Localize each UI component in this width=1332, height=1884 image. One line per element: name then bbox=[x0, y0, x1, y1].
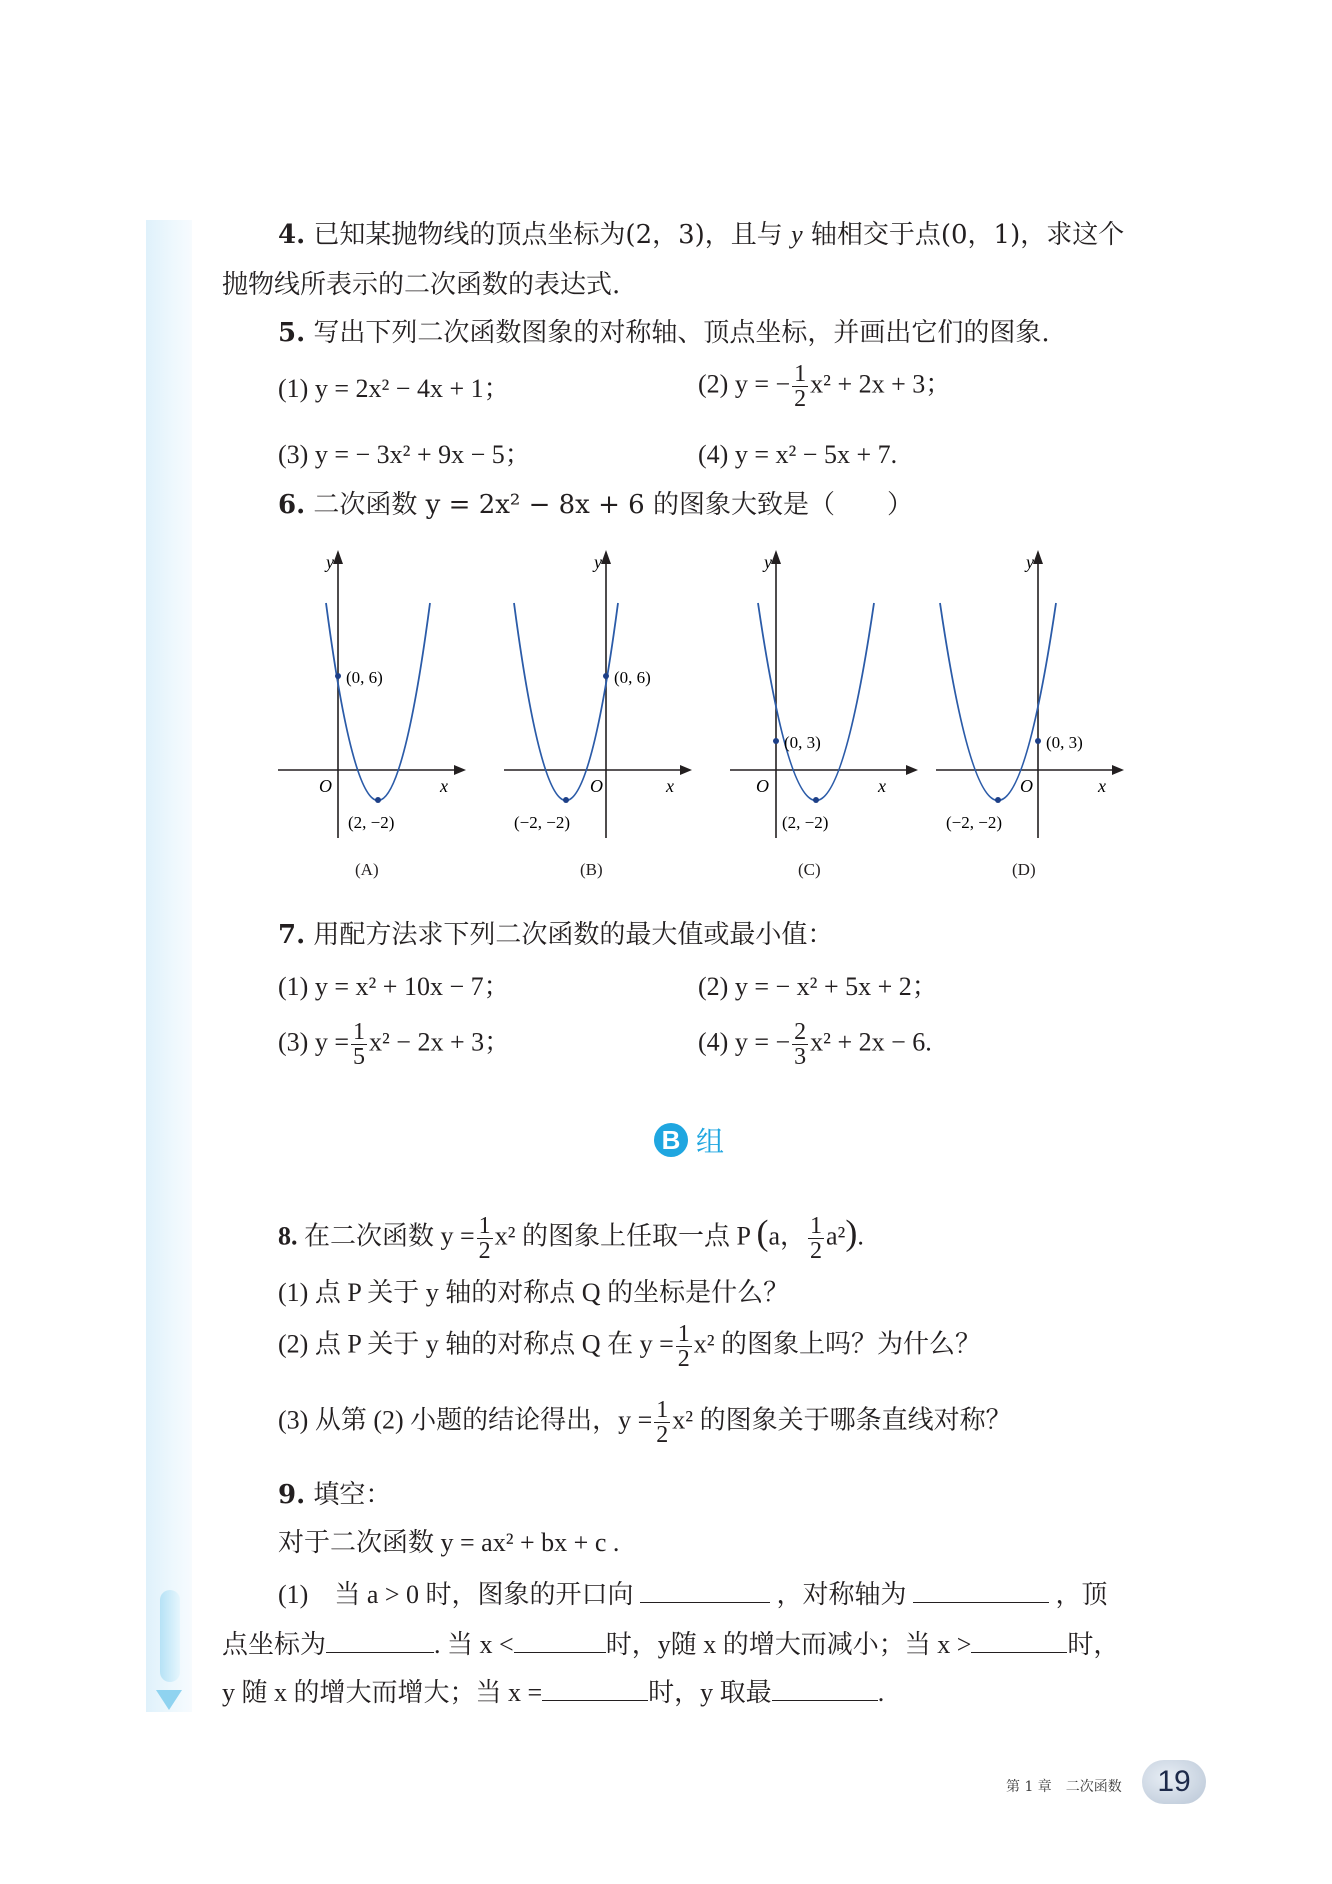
sidebar-scroll-pill bbox=[160, 1590, 180, 1682]
page-number: 19 bbox=[1142, 1760, 1206, 1804]
sidebar-band bbox=[146, 220, 192, 1712]
svg-text:x: x bbox=[878, 776, 886, 796]
svg-text:(0, 6): (0, 6) bbox=[346, 668, 383, 687]
q9-line4: y 随 x 的增大而增大；当 x = 时，y 取最 . bbox=[222, 1674, 884, 1710]
q7-number: 7. bbox=[278, 920, 306, 950]
svg-text:(−2, −2): (−2, −2) bbox=[514, 813, 570, 832]
fraction: $\frac{1}{2}$ bbox=[656, 1397, 669, 1448]
q9-number: 9. bbox=[278, 1480, 306, 1510]
graph-b-caption: (B) bbox=[580, 860, 603, 879]
q5-part2: (2) y = − $\frac{1}{2}$ x² + 2x + 3； bbox=[698, 361, 952, 412]
q5-part3: (3) y = − 3x² + 9x − 5； bbox=[278, 440, 531, 469]
q4-line2: 抛物线所表示的二次函数的表达式. bbox=[222, 270, 621, 300]
svg-text:y: y bbox=[1026, 552, 1034, 572]
q9-line1: 对于二次函数 y = ax² + bx + c . bbox=[278, 1528, 620, 1557]
q4-number: 4. bbox=[278, 220, 306, 250]
svg-text:y: y bbox=[764, 552, 772, 572]
q8-sub3: (3) 从第 (2) 小题的结论得出，y = $\frac{1}{2}$ x² 的图象关于哪条直线对称？ bbox=[278, 1397, 1012, 1448]
section-b-title: 组 bbox=[696, 1125, 725, 1158]
svg-text:x: x bbox=[1098, 776, 1106, 796]
q5-part1: (1) y = 2x² − 4x + 1； bbox=[278, 374, 510, 403]
q9-line: 9. 填空： bbox=[278, 1480, 392, 1510]
fraction: $\frac{1}{2}$ bbox=[478, 1213, 491, 1264]
q8-number: 8. bbox=[278, 1221, 298, 1251]
svg-text:(0, 6): (0, 6) bbox=[614, 668, 651, 687]
q7-part1: (1) y = x² + 10x − 7； bbox=[278, 972, 510, 1001]
q8-sub1: (1) 点 P 关于 y 轴的对称点 Q 的坐标是什么？ bbox=[278, 1278, 790, 1307]
q9-line2: (1) 当 a > 0 时，图象的开口向 ，对称轴为 ，顶 bbox=[278, 1576, 1108, 1612]
svg-text:y: y bbox=[326, 552, 334, 572]
scroll-down-arrow-icon bbox=[156, 1690, 182, 1710]
graph-d bbox=[934, 548, 1124, 848]
q5-number: 5. bbox=[278, 318, 306, 348]
q5-part4: (4) y = x² − 5x + 7. bbox=[698, 440, 898, 469]
svg-text:x: x bbox=[666, 776, 674, 796]
svg-text:O: O bbox=[319, 776, 332, 796]
svg-text:O: O bbox=[756, 776, 769, 796]
svg-text:O: O bbox=[1020, 776, 1033, 796]
blank-extreme-x[interactable] bbox=[542, 1674, 648, 1701]
chapter-label: 第 1 章 二次函数 bbox=[1006, 1779, 1122, 1795]
svg-text:(−2, −2): (−2, −2) bbox=[946, 813, 1002, 832]
svg-text:(2, −2): (2, −2) bbox=[348, 813, 395, 832]
graph-a-caption: (A) bbox=[355, 860, 379, 879]
svg-text:O: O bbox=[590, 776, 603, 796]
blank-increasing-bound[interactable] bbox=[971, 1626, 1067, 1653]
q8-sub2: (2) 点 P 关于 y 轴的对称点 Q 在 y = $\frac{1}{2}$ x² 的图象上吗？为什么？ bbox=[278, 1321, 982, 1372]
graph-c bbox=[728, 548, 918, 848]
svg-text:(2, −2): (2, −2) bbox=[782, 813, 829, 832]
blank-decreasing-bound[interactable] bbox=[514, 1626, 606, 1653]
q7-part2: (2) y = − x² + 5x + 2； bbox=[698, 972, 938, 1001]
svg-text:x: x bbox=[440, 776, 448, 796]
blank-vertex-coordinates[interactable] bbox=[326, 1626, 434, 1653]
q5-line: 5. 写出下列二次函数图象的对称轴、顶点坐标，并画出它们的图象. bbox=[278, 318, 1050, 348]
fraction: $\frac{1}{2}$ bbox=[794, 361, 807, 412]
fraction: $\frac{1}{2}$ bbox=[677, 1321, 690, 1372]
fraction: $\frac{1}{2}$ bbox=[810, 1213, 823, 1264]
section-b-header bbox=[654, 1120, 724, 1160]
graph-d-caption: (D) bbox=[1012, 860, 1036, 879]
q7-part3: (3) y = $\frac{1}{5}$ x² − 2x + 3； bbox=[278, 1019, 511, 1070]
q4-line1: 4. 已知某抛物线的顶点坐标为(2，3)，且与 y 轴相交于点(0，1)，求这个 bbox=[278, 220, 1125, 250]
blank-opening-direction[interactable] bbox=[640, 1576, 770, 1603]
svg-text:(0, 3): (0, 3) bbox=[1046, 733, 1083, 752]
graph-b bbox=[502, 548, 692, 848]
q7-part4: (4) y = − $\frac{2}{3}$ x² + 2x − 6. bbox=[698, 1019, 932, 1070]
fraction: $\frac{2}{3}$ bbox=[794, 1019, 807, 1070]
q6-line: 6. 二次函数 y = 2x² − 8x + 6 的图象大致是（ ） bbox=[278, 490, 913, 520]
q9-line3: 点坐标为 . 当 x < 时，y随 x 的增大而减小；当 x > 时， bbox=[222, 1626, 1119, 1662]
blank-extreme-type[interactable] bbox=[772, 1674, 878, 1701]
graph-a bbox=[276, 548, 466, 848]
svg-text:(0, 3): (0, 3) bbox=[784, 733, 821, 752]
q7-line: 7. 用配方法求下列二次函数的最大值或最小值： bbox=[278, 920, 834, 950]
graph-c-caption: (C) bbox=[798, 860, 821, 879]
blank-axis-of-symmetry[interactable] bbox=[913, 1576, 1049, 1603]
q6-number: 6. bbox=[278, 490, 306, 520]
svg-text:y: y bbox=[594, 552, 602, 572]
section-b-badge: B bbox=[654, 1123, 688, 1157]
q8-line: 8. 在二次函数 y = $\frac{1}{2}$ x² 的图象上任取一点 P (a， $\frac{1}{2}$ a²). bbox=[278, 1212, 864, 1264]
fraction: $\frac{1}{5}$ bbox=[352, 1019, 365, 1070]
